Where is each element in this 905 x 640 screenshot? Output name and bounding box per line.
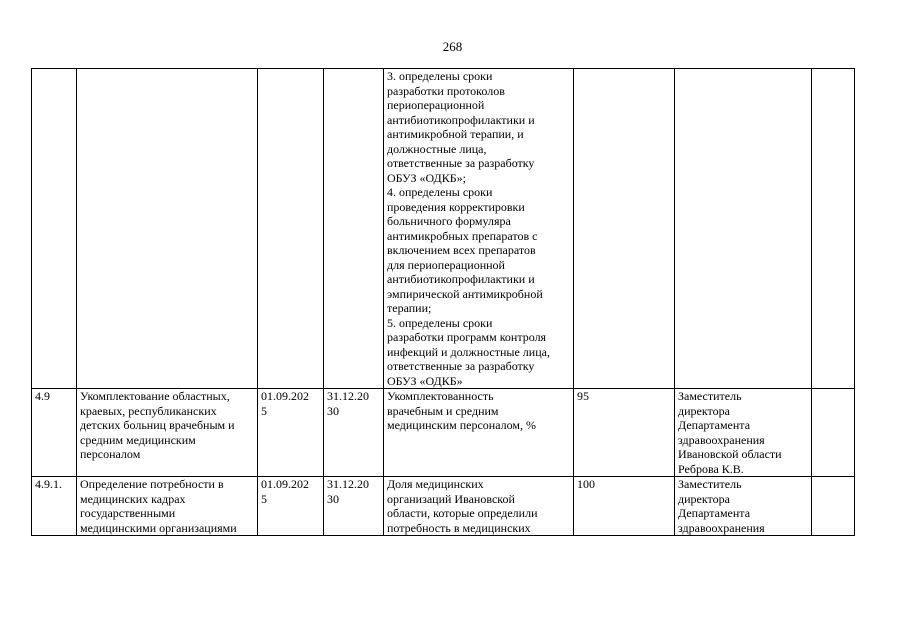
item-line: антимикробных препаратов с (387, 228, 538, 243)
end-date-cell (324, 477, 384, 536)
item-line: инфекций и должностные лица, (387, 344, 550, 359)
value-cell (574, 69, 675, 389)
plan-table (31, 68, 855, 536)
item-line: терапии; (387, 301, 432, 315)
cell-line: 31.12.20 (327, 477, 369, 491)
item-line: проведения корректировки (387, 199, 525, 214)
cell-line: 01.09.202 (261, 477, 309, 491)
table-row (32, 477, 855, 536)
cell-line: Заместитель (678, 389, 742, 403)
extra-cell (812, 69, 855, 389)
value-cell: 95 (574, 389, 675, 477)
responsible-cell (675, 389, 812, 477)
item-line: должностные лица, (387, 141, 487, 156)
cell-line: 01.09.202 (261, 389, 309, 403)
cell-line: здравоохранения (678, 520, 765, 535)
cell-line: Доля медицинских (387, 477, 484, 491)
item-line: периоперационной (387, 98, 485, 112)
table-row (32, 389, 855, 477)
item-line: антимикробной терапии, и (387, 127, 524, 141)
item-line: 3. определены сроки (387, 69, 493, 83)
cell-line: 5 (261, 491, 267, 506)
item-line: включением всех препаратов (387, 243, 536, 257)
item-line: ОБУЗ «ОДКБ»; (387, 170, 466, 185)
cell-line: врачебным и средним (387, 403, 499, 418)
item-line: больничного формуляра (387, 214, 511, 228)
indicator-cell (384, 389, 574, 477)
extra-cell (812, 477, 855, 536)
cell-line: персоналом (80, 447, 141, 461)
num-cell: 4.9.1. (32, 477, 77, 536)
cell-line: Определение потребности в (80, 477, 224, 491)
cell-line: 30 (327, 491, 339, 506)
event-cell (77, 477, 258, 536)
responsible-cell (675, 477, 812, 536)
cell-line: Ивановской области (678, 447, 782, 461)
cell-line: потребность в медицинских (387, 520, 531, 535)
cell-line: 31.12.20 (327, 389, 369, 403)
cell-line: Департамента (678, 418, 751, 432)
cell-line: директора (678, 403, 730, 418)
indicator-item (387, 69, 570, 185)
cell-line: Заместитель (678, 477, 742, 491)
item-line: ОБУЗ «ОДКБ» (387, 373, 463, 388)
item-line: для периоперационной (387, 257, 505, 272)
cell-line: краевых, республиканских (80, 403, 217, 418)
indicator-item (387, 185, 570, 316)
end-date-cell (324, 69, 384, 389)
item-line: 5. определены сроки (387, 315, 493, 330)
indicator-cell (384, 477, 574, 536)
cell-line: детских больниц врачебным и (80, 418, 235, 432)
item-line: ответственные за разработку (387, 359, 535, 373)
extra-cell (812, 389, 855, 477)
indicator-item (387, 316, 570, 389)
num-cell (32, 69, 77, 389)
item-line: эмпирической антимикробной (387, 286, 543, 301)
cell-line: организаций Ивановской (387, 491, 515, 506)
item-line: 4. определены сроки (387, 185, 493, 199)
cell-line: государственными (80, 506, 176, 520)
cell-line: 30 (327, 403, 339, 418)
cell-line: медицинскими организациями (80, 520, 237, 535)
item-line: ответственные за разработку (387, 156, 535, 170)
continuation-row (32, 69, 855, 389)
start-date-cell (258, 389, 324, 477)
item-line: разработки протоколов (387, 83, 505, 98)
cell-line: средним медицинским (80, 432, 196, 447)
cell-line: 5 (261, 403, 267, 418)
cell-line: Укомплектование областных, (80, 389, 230, 403)
cell-line: Реброва К.В. (678, 461, 744, 476)
item-line: разработки программ контроля (387, 330, 547, 344)
cell-line: медицинским персоналом, % (387, 418, 537, 432)
start-date-cell (258, 69, 324, 389)
value-cell: 100 (574, 477, 675, 536)
page-number: 268 (442, 39, 463, 54)
cell-line: здравоохранения (678, 432, 765, 447)
responsible-cell (675, 69, 812, 389)
indicator-cell (384, 69, 574, 389)
num-cell: 4.9 (32, 389, 77, 477)
cell-line: директора (678, 491, 730, 506)
start-date-cell (258, 477, 324, 536)
cell-line: области, которые определили (387, 506, 538, 520)
cell-line: Департамента (678, 506, 751, 520)
end-date-cell (324, 389, 384, 477)
cell-line: медицинских кадрах (80, 491, 186, 506)
event-cell (77, 389, 258, 477)
item-line: антибиотикопрофилактики и (387, 272, 535, 286)
cell-line: Укомплектованность (387, 389, 494, 403)
item-line: антибиотикопрофилактики и (387, 112, 535, 127)
event-cell (77, 69, 258, 389)
